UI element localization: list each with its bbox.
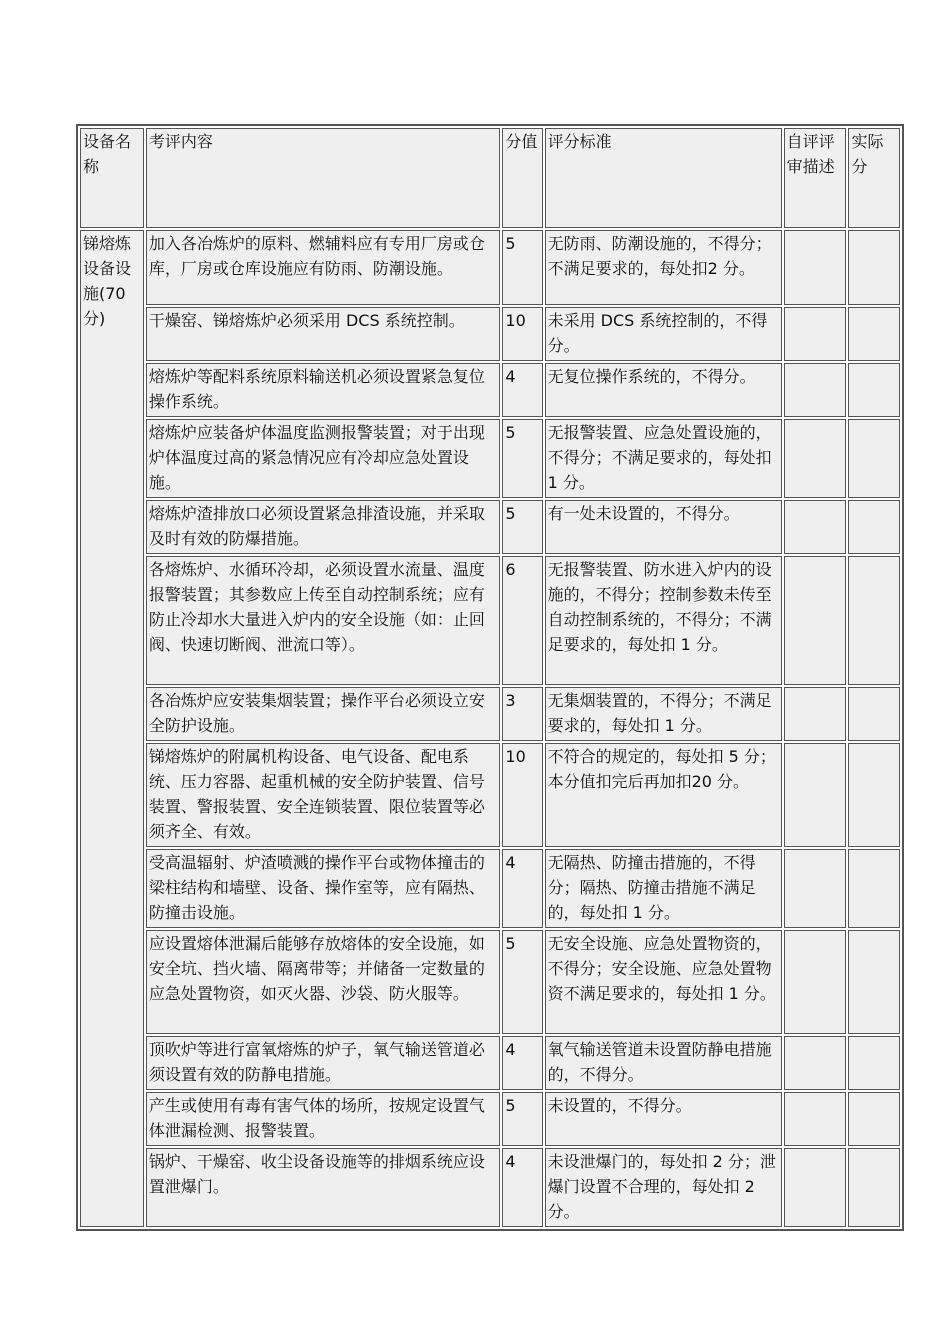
standard-cell: 无报警装置、防水进入炉内的设施的，不得分；控制参数未传至自动控制系统的，不得分；不满足要求的，每处扣 1 分。 (545, 556, 782, 685)
self-eval-cell (784, 743, 847, 847)
score-cell: 4 (502, 1148, 542, 1227)
content-cell: 熔炼炉渣排放口必须设置紧急排渣设施，并采取及时有效的防爆措施。 (146, 500, 501, 554)
table-row (80, 500, 900, 554)
table-row (80, 363, 900, 417)
content-cell: 加入各冶炼炉的原料、燃辅料应有专用厂房或仓库，厂房或仓库设施应有防雨、防潮设施。 (146, 230, 501, 305)
score-cell: 5 (502, 500, 542, 554)
score-cell: 4 (502, 363, 542, 417)
score-cell: 4 (502, 849, 542, 928)
self-eval-cell (784, 363, 847, 417)
header-standard: 评分标准 (545, 128, 782, 228)
self-eval-cell (784, 687, 847, 741)
standard-cell: 有一处未设置的，不得分。 (545, 500, 782, 554)
standard-cell: 不符合的规定的，每处扣 5 分；本分值扣完后再加扣20 分。 (545, 743, 782, 847)
self-eval-cell (784, 307, 847, 361)
score-cell: 5 (502, 230, 542, 305)
self-eval-cell (784, 419, 847, 498)
standard-cell: 无隔热、防撞击措施的，不得分；隔热、防撞击措施不满足的，每处扣 1 分。 (545, 849, 782, 928)
actual-score-cell (848, 419, 900, 498)
self-eval-cell (784, 1092, 847, 1146)
table-row (80, 307, 900, 361)
table-row (80, 849, 900, 928)
table-row (80, 1036, 900, 1090)
actual-score-cell (848, 1036, 900, 1090)
actual-score-cell (848, 307, 900, 361)
content-cell: 各熔炼炉、水循环冷却，必须设置水流量、温度报警装置；其参数应上传至自动控制系统；应有防止冷却水大量进入炉内的安全设施（如：止回阀、快速切断阀、泄流口等）。 (146, 556, 501, 685)
table-row (80, 687, 900, 741)
standard-cell: 无安全设施、应急处置物资的，不得分；安全设施、应急处置物资不满足要求的，每处扣 1 分。 (545, 930, 782, 1034)
self-eval-cell (784, 930, 847, 1034)
evaluation-table (76, 124, 904, 1231)
standard-cell: 无复位操作系统的，不得分。 (545, 363, 782, 417)
header-row (80, 128, 900, 228)
actual-score-cell (848, 556, 900, 685)
content-cell: 受高温辐射、炉渣喷溅的操作平台或物体撞击的梁柱结构和墙壁、设备、操作室等，应有隔热、防撞击设施。 (146, 849, 501, 928)
actual-score-cell (848, 687, 900, 741)
actual-score-cell (848, 743, 900, 847)
content-cell: 熔炼炉等配料系统原料输送机必须设置紧急复位操作系统。 (146, 363, 501, 417)
self-eval-cell (784, 556, 847, 685)
table-row (80, 930, 900, 1034)
score-cell: 10 (502, 307, 542, 361)
score-cell: 5 (502, 1092, 542, 1146)
table-row (80, 230, 900, 305)
score-cell: 6 (502, 556, 542, 685)
score-cell: 4 (502, 1036, 542, 1090)
actual-score-cell (848, 1092, 900, 1146)
content-cell: 锑熔炼炉的附属机构设备、电气设备、配电系统、压力容器、起重机械的安全防护装置、信号装置、警报装置、安全连锁装置、限位装置等必须齐全、有效。 (146, 743, 501, 847)
header-device: 设备名称 (80, 128, 144, 228)
score-cell: 5 (502, 419, 542, 498)
self-eval-cell (784, 230, 847, 305)
table-row (80, 1092, 900, 1146)
self-eval-cell (784, 1148, 847, 1227)
score-cell: 10 (502, 743, 542, 847)
table-row (80, 743, 900, 847)
header-actual: 实际分 (848, 128, 900, 228)
score-cell: 5 (502, 930, 542, 1034)
header-score: 分值 (502, 128, 542, 228)
content-cell: 应设置熔体泄漏后能够存放熔体的安全设施，如安全坑、挡火墙、隔离带等；并储备一定数量的应急处置物资，如灭火器、沙袋、防火服等。 (146, 930, 501, 1034)
table-row (80, 419, 900, 498)
standard-cell: 无防雨、防潮设施的，不得分；不满足要求的，每处扣2 分。 (545, 230, 782, 305)
actual-score-cell (848, 930, 900, 1034)
content-cell: 锅炉、干燥窑、收尘设备设施等的排烟系统应设置泄爆门。 (146, 1148, 501, 1227)
content-cell: 各冶炼炉应安装集烟装置；操作平台必须设立安全防护设施。 (146, 687, 501, 741)
standard-cell: 未采用 DCS 系统控制的，不得分。 (545, 307, 782, 361)
actual-score-cell (848, 363, 900, 417)
table-row (80, 556, 900, 685)
score-cell: 3 (502, 687, 542, 741)
actual-score-cell (848, 230, 900, 305)
content-cell: 产生或使用有毒有害气体的场所，按规定设置气体泄漏检测、报警装置。 (146, 1092, 501, 1146)
self-eval-cell (784, 500, 847, 554)
self-eval-cell (784, 1036, 847, 1090)
standard-cell: 无集烟装置的，不得分；不满足要求的，每处扣 1 分。 (545, 687, 782, 741)
device-group-cell: 锑熔炼设备设施(70分) (80, 230, 144, 1227)
standard-cell: 未设置的，不得分。 (545, 1092, 782, 1146)
standard-cell: 氧气输送管道未设置防静电措施的，不得分。 (545, 1036, 782, 1090)
standard-cell: 未设泄爆门的，每处扣 2 分；泄爆门设置不合理的，每处扣 2 分。 (545, 1148, 782, 1227)
content-cell: 干燥窑、锑熔炼炉必须采用 DCS 系统控制。 (146, 307, 501, 361)
content-cell: 熔炼炉应装备炉体温度监测报警装置；对于出现炉体温度过高的紧急情况应有冷却应急处置设施。 (146, 419, 501, 498)
actual-score-cell (848, 500, 900, 554)
actual-score-cell (848, 849, 900, 928)
header-content: 考评内容 (146, 128, 501, 228)
table-row (80, 1148, 900, 1227)
actual-score-cell (848, 1148, 900, 1227)
standard-cell: 无报警装置、应急处置设施的，不得分；不满足要求的，每处扣 1 分。 (545, 419, 782, 498)
content-cell: 顶吹炉等进行富氧熔炼的炉子，氧气输送管道必须设置有效的防静电措施。 (146, 1036, 501, 1090)
header-self-eval: 自评评审描述 (784, 128, 847, 228)
self-eval-cell (784, 849, 847, 928)
